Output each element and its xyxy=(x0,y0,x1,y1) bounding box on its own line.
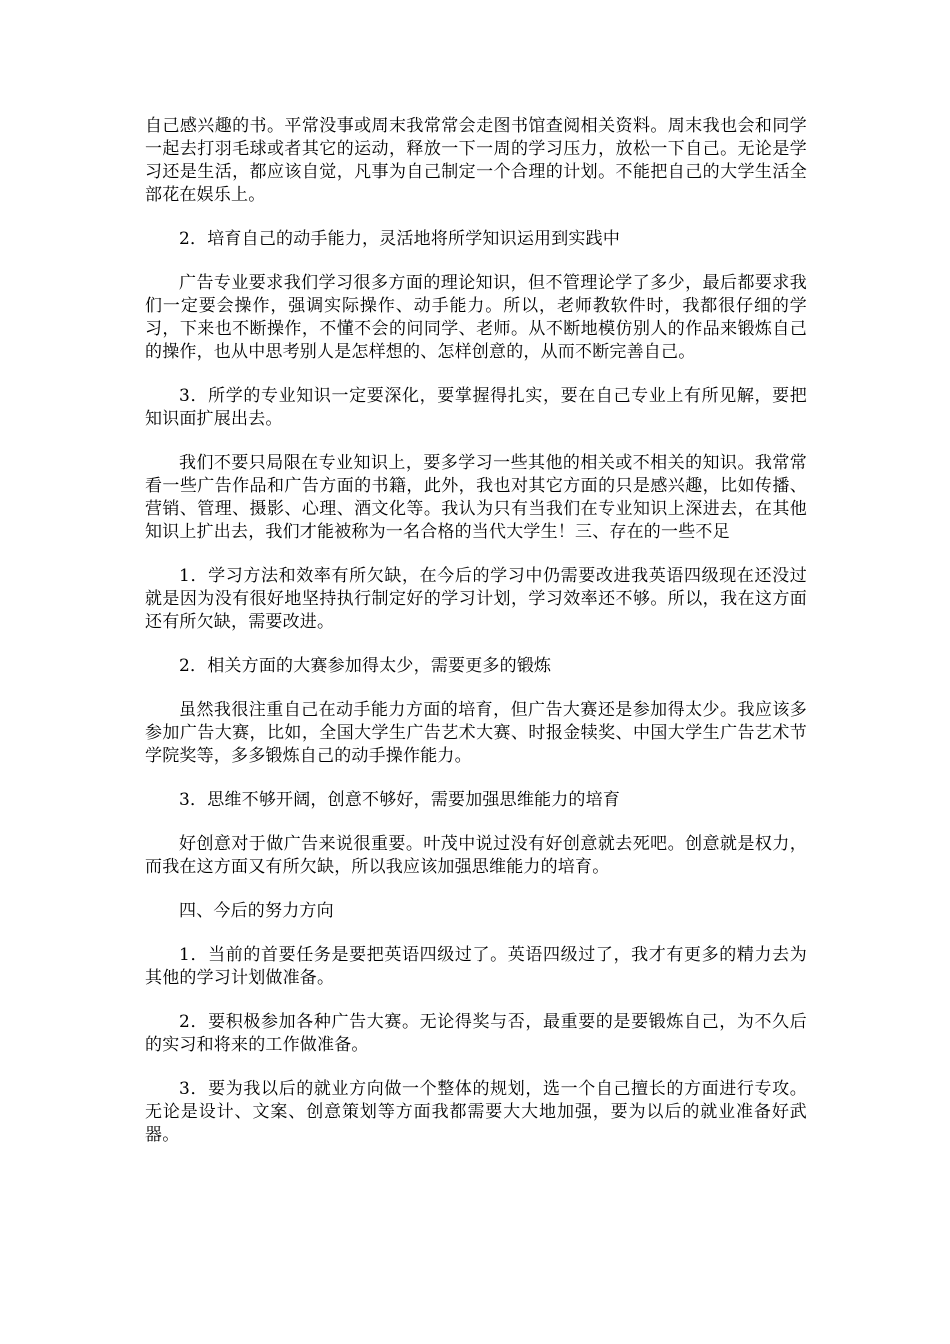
paragraph-competitions: 虽然我很注重自己在动手能力方面的培育，但广告大赛还是参加得太少。我应该多参加广告大赛，比如，全国大学生广告艺术大赛、时报金犊奖、中国大学生广告艺术节学院奖等，多多锻炼自己的动手操作能力。 xyxy=(145,700,807,766)
item-cet4: 1．当前的首要任务是要把英语四级过了。英语四级过了，我才有更多的精力去为其他的学习计划做准备。 xyxy=(145,945,807,988)
item-study-efficiency: 1．学习方法和效率有所欠缺，在今后的学习中仍需要改进我英语四级现在还没过就是因为没有很好地坚持执行制定好的学习计划，学习效率还不够。所以，我在这方面还有所欠缺，需要改进。 xyxy=(145,566,807,632)
item-creative-thinking: 3．思维不够开阔，创意不够好，需要加强思维能力的培育 xyxy=(179,790,621,810)
item-deepen-knowledge: 3．所学的专业知识一定要深化，要掌握得扎实，要在自己专业上有所见解，要把知识面扩展出去。 xyxy=(145,386,807,429)
item-hands-on-ability: 2．培育自己的动手能力，灵活地将所学知识运用到实践中 xyxy=(179,229,621,249)
paragraph-leisure-planning: 自己感兴趣的书。平常没事或周末我常常会走图书馆查阅相关资料。周末我也会和同学一起去打羽毛球或者其它的运动，释放一下一周的学习压力，放松一下自己。无论是学习还是生活，都应该自觉，凡事为自己制定一个合理的计划。不能把自己的大学生活全部花在娱乐上。 xyxy=(145,116,807,205)
item-competitions: 2．相关方面的大赛参加得太少，需要更多的锻炼 xyxy=(179,656,552,676)
section-heading-future-direction: 四、今后的努力方向 xyxy=(179,901,334,921)
document-body xyxy=(145,115,807,1168)
paragraph-practice: 广告专业要求我们学习很多方面的理论知识，但不管理论学了多少，最后都要求我们一定要会操作，强调实际操作、动手能力。所以，老师教软件时，我都很仔细的学习，下来也不断操作，不懂不会的问同学、老师。从不断地模仿别人的作品来锻炼自己的操作，也从中思考别人是怎样想的、怎样创意的，从而不断完善自己。 xyxy=(145,273,807,362)
paragraph-creativity: 好创意对于做广告来说很重要。叶茂中说过没有好创意就去死吧。创意就是权力，而我在这方面又有所欠缺，所以我应该加强思维能力的培育。 xyxy=(145,834,807,877)
paragraph-broaden-knowledge: 我们不要只局限在专业知识上，要多学习一些其他的相关或不相关的知识。我常常看一些广告作品和广告方面的书籍，此外，我也对其它方面的只是感兴趣，比如传播、营销、管理、摄影、心理、酒文化等。我认为只有当我们在专业知识上深进去，在其他知识上扩出去，我们才能被称为一名合格的当代大学生！三、存在的一些不足 xyxy=(145,453,807,542)
item-join-competitions: 2．要积极参加各种广告大赛。无论得奖与否，最重要的是要锻炼自己，为不久后的实习和将来的工作做准备。 xyxy=(145,1012,807,1055)
item-career-plan: 3．要为我以后的就业方向做一个整体的规划，选一个自己擅长的方面进行专攻。无论是设计、文案、创意策划等方面我都需要大大地加强，要为以后的就业准备好武器。 xyxy=(145,1079,807,1145)
